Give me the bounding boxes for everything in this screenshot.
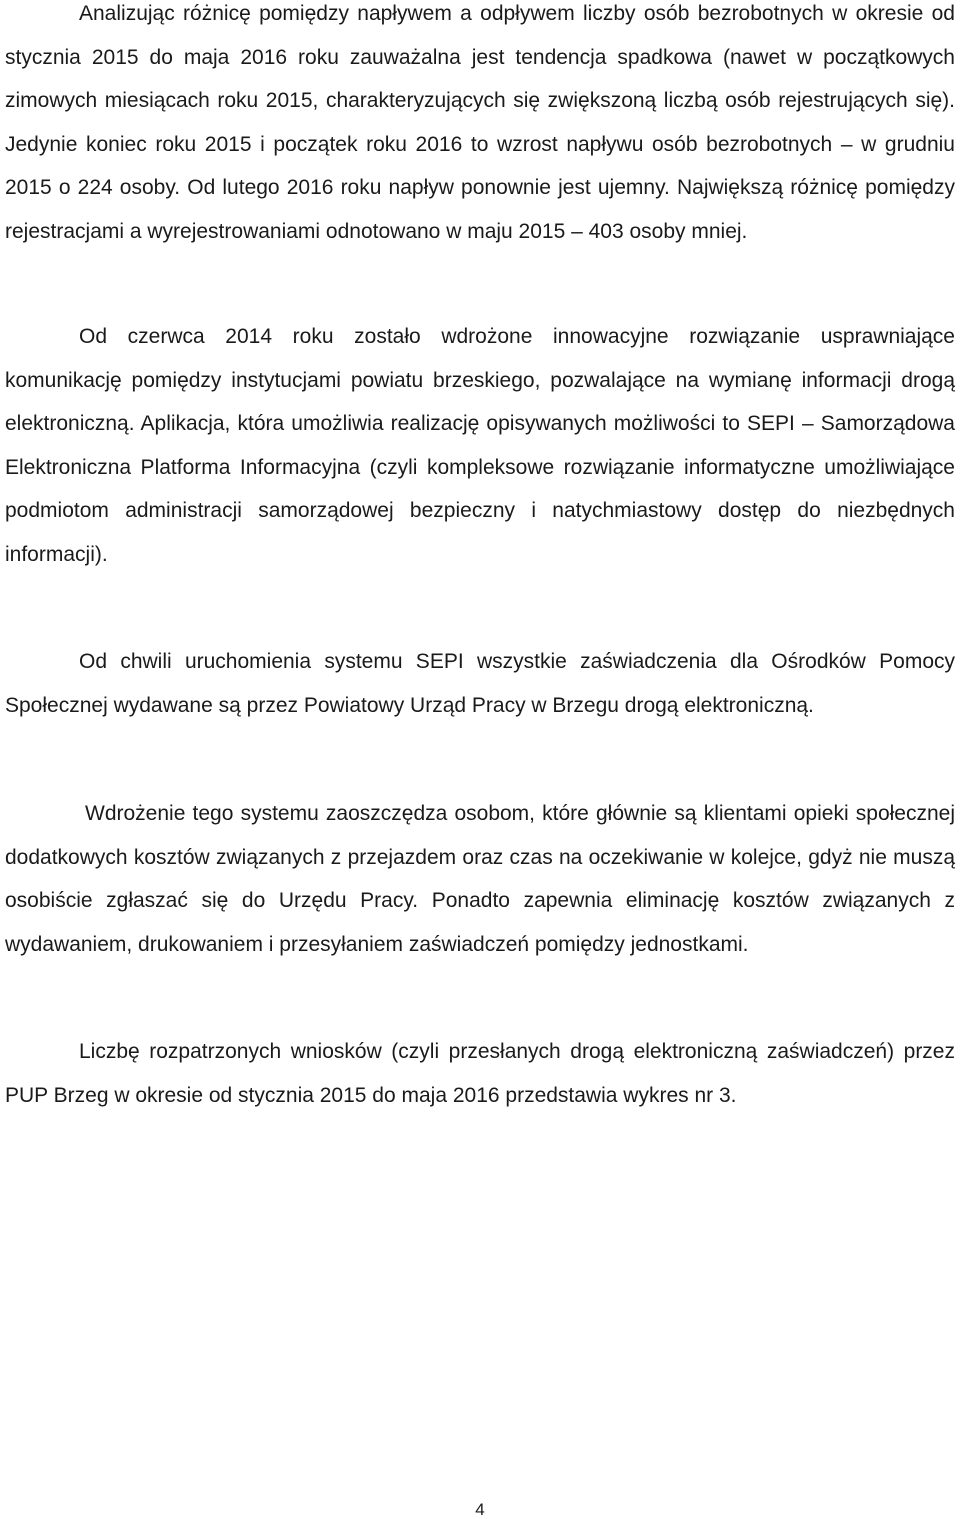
paragraph-sepi-benefits: Wdrożenie tego systemu zaoszczędza osobom, które głównie są klientami opieki społecznej dodatkowych kosztów związanych z przejazdem oraz czas na oczekiwanie w kolejce, gdyż nie muszą osobiście zgłaszać się do Urzędu Pracy. Ponadto zapewnia eliminację kosztów związanych z wydawaniem, drukowaniem i przesyłaniem zaświadczeń pomiędzy jednostkami.	[5, 802, 955, 956]
paragraph-sepi-certificates: Od chwili uruchomienia systemu SEPI wszystkie zaświadczenia dla Ośrodków Pomocy Społecznej wydawane są przez Powiatowy Urząd Pracy w Brzegu drogą elektroniczną.	[5, 650, 955, 717]
paragraph-unemployment-flow: Analizując różnicę pomiędzy napływem a odpływem liczby osób bezrobotnych w okresie od stycznia 2015 do maja 2016 roku zauważalna jest tendencja spadkowa (nawet w początkowych zimowych miesiącach roku 2015, charakteryzujących się zwiększoną liczbą osób rejestrujących się). Jedynie koniec roku 2015 i początek roku 2016 to wzrost napływu osób bezrobotnych – w grudniu 2015 o 224 osoby. Od lutego 2016 roku napływ ponownie jest ujemny. Największą różnicę pomiędzy rejestracjami a wyrejestrowaniami odnotowano w maju 2015 – 403 osoby mniej.	[5, 2, 955, 243]
paragraph-sepi-introduction: Od czerwca 2014 roku zostało wdrożone innowacyjne rozwiązanie usprawniające komunikację pomiędzy instytucjami powiatu brzeskiego, pozwalające na wymianę informacji drogą elektroniczną. Aplikacja, która umożliwia realizację opisywanych możliwości to SEPI – Samorządowa Elektroniczna Platforma Informacyjna (czyli kompleksowe rozwiązanie informatyczne umożliwiające podmiotom administracji samorządowej bezpieczny i natychmiastowy dostęp do niezbędnych informacji).	[5, 325, 955, 566]
paragraph-chart-reference: Liczbę rozpatrzonych wniosków (czyli przesłanych drogą elektroniczną zaświadczeń) przez PUP Brzeg w okresie od stycznia 2015 do maja 2016 przedstawia wykres nr 3.	[5, 1040, 955, 1107]
page-number: 4	[475, 1500, 485, 1519]
